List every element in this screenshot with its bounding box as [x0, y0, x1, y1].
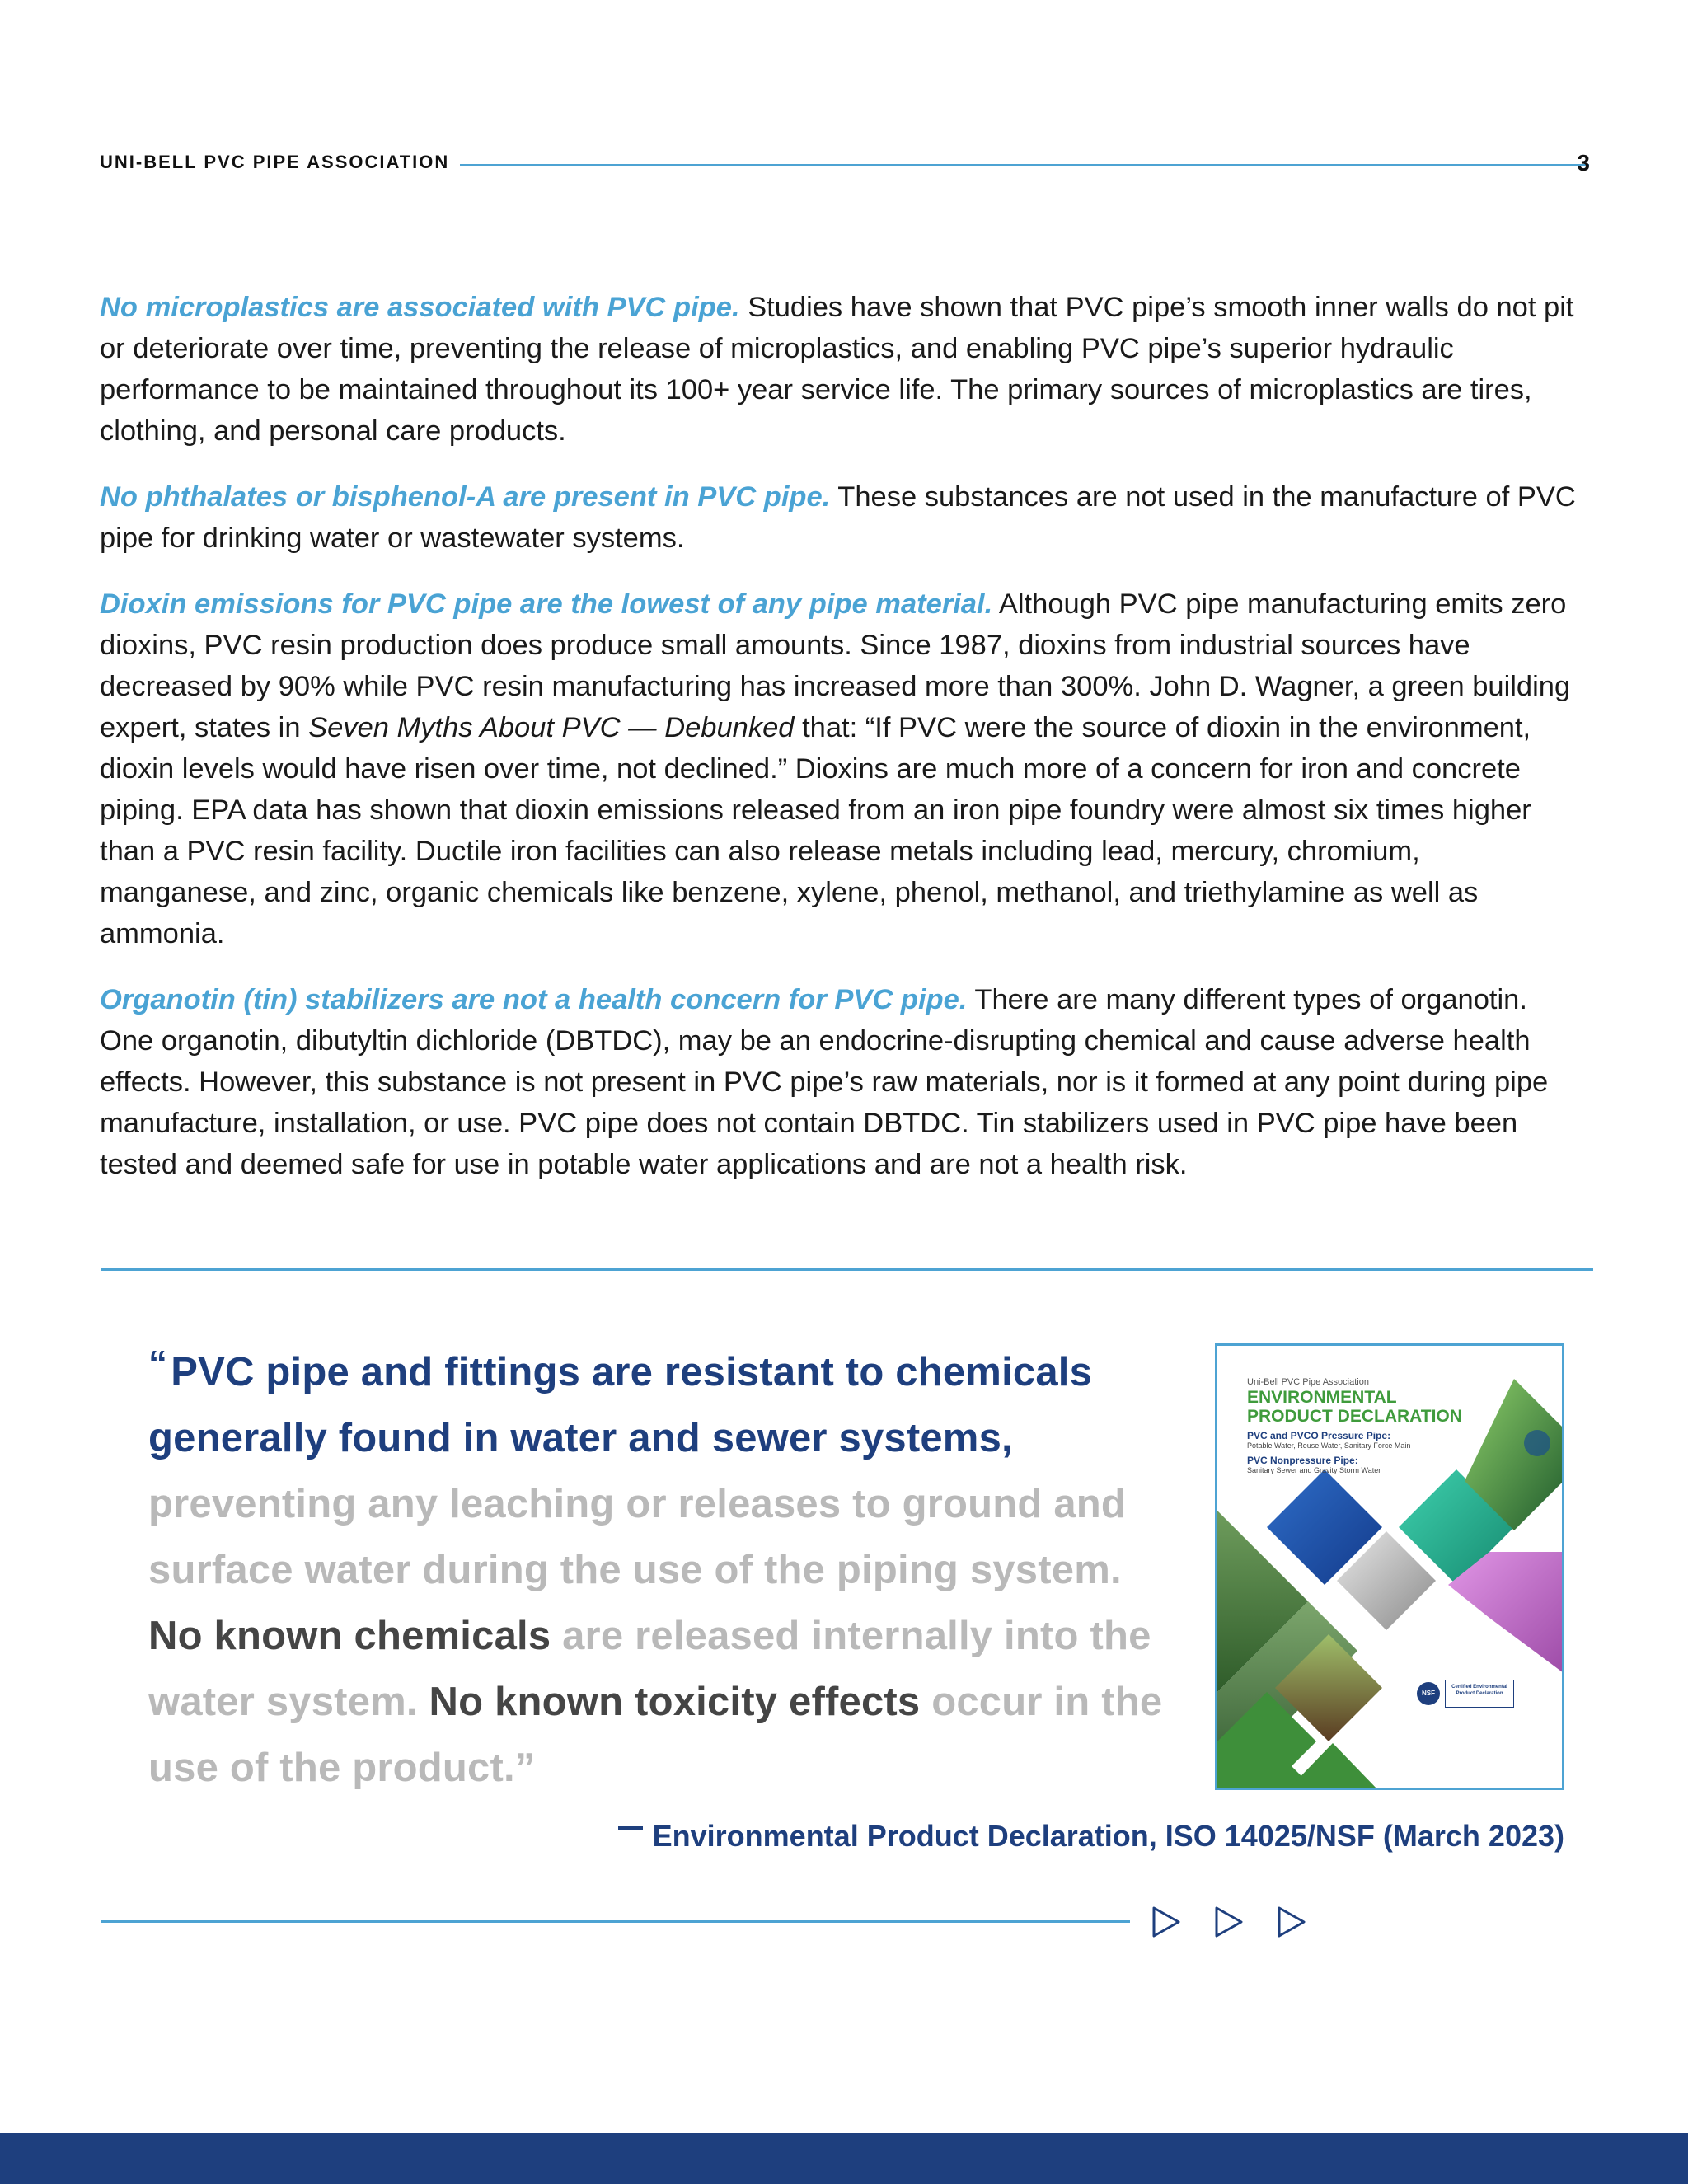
- quote-bottom-divider: [101, 1920, 1130, 1923]
- cover-nonpressure-sub: Sanitary Sewer and Gravity Storm Water: [1247, 1466, 1381, 1474]
- paragraph-lead: Dioxin emissions for PVC pipe are the lowest of any pipe material.: [100, 588, 993, 620]
- pull-quote: [148, 1339, 1179, 1801]
- arrow-group: [1150, 1904, 1308, 1940]
- cover-pressure-sub: Potable Water, Reuse Water, Sanitary Force Main: [1247, 1441, 1411, 1450]
- paragraph-body: Studies have shown that PVC pipe’s smooth inner walls do not pit or deteriorate over time, preventing the release of microplastics, and enabling PVC pipe’s superior hydraulic performance to be maintained throughout its 100+ year service life. The primary sources of microplastics are tires, clothing, and personal care products.: [100, 292, 1574, 447]
- paragraph-microplastics: [100, 287, 1583, 452]
- nsf-logo: NSF: [1417, 1682, 1440, 1705]
- cover-nonpressure-title: PVC Nonpressure Pipe:: [1247, 1455, 1358, 1466]
- page-header: [100, 148, 1590, 181]
- paragraph-body: These substances are not used in the manufacture of PVC pipe for drinking water or wastewater systems.: [100, 481, 1576, 554]
- book-title: Seven Myths About PVC — Debunked: [308, 712, 795, 743]
- quote-text: preventing any leaching or releases to ground and surface water during the use of the piping system.: [148, 1482, 1127, 1592]
- paragraph-lead: No microplastics are associated with PVC pipe.: [100, 292, 740, 323]
- paragraph-phthalates: [100, 476, 1583, 559]
- quote-emphasis: No known toxicity effects: [417, 1680, 921, 1724]
- paragraph-organotin: [100, 979, 1583, 1185]
- attribution-text: Environmental Product Declaration, ISO 14025/NSF (March 2023): [652, 1819, 1564, 1853]
- header-divider: [460, 164, 1589, 166]
- cover-association: Uni-Bell PVC Pipe Association: [1247, 1377, 1369, 1387]
- quote-text: are released internally into the water system.: [148, 1614, 1151, 1724]
- cover-pressure-title: PVC and PVCO Pressure Pipe:: [1247, 1430, 1391, 1441]
- play-arrow-icon: [1212, 1904, 1245, 1940]
- quote-top-divider: [101, 1268, 1593, 1271]
- cover-title: ENVIRONMENTAL: [1247, 1388, 1397, 1407]
- play-arrow-icon: [1150, 1904, 1183, 1940]
- paragraph-body: There are many different types of organotin. One organotin, dibutyltin dichloride (DBTDC), may be an endocrine-disrupting chemical and cause adverse health effects. However, this substance is not present in PVC pipe’s raw materials, nor is it formed at any point during pipe manufacture, installation, or use. PVC pipe does not contain DBTDC. Tin stabilizers used in PVC pipe have been tested and deemed safe for use in potable water applications and are not a health risk.: [100, 984, 1549, 1180]
- footer-bar: [0, 2133, 1688, 2184]
- epd-cover-image: [1215, 1343, 1564, 1790]
- paragraph-dioxin: [100, 583, 1583, 954]
- body-text: [100, 287, 1583, 1210]
- play-arrow-icon: [1275, 1904, 1308, 1940]
- paragraph-body: that: “If PVC were the source of dioxin in the environment, dioxin levels would have risen over time, not declined.” Dioxins are much more of a concern for iron and concrete piping. EPA data has shown that dioxin emissions released from an iron pipe foundry were almost six times higher than a PVC resin facility. Ductile iron facilities can also release metals including lead, mercury, chromium, manganese, and zinc, organic chemicals like benzene, xylene, phenol, methanol, and triethylamine as well as ammonia.: [100, 712, 1531, 949]
- paragraph-body: Although PVC pipe manufacturing emits zero dioxins, PVC resin production does produce small amounts. Since 1987, dioxins from industrial sources have decreased by 90% while PVC resin manufacturing has increased more than 300%. John D. Wagner, a green building expert, states in: [100, 588, 1571, 743]
- quote-attribution: [618, 1819, 1564, 1854]
- page-number: 3: [1577, 150, 1590, 176]
- paragraph-lead: No phthalates or bisphenol-A are present in PVC pipe.: [100, 481, 831, 513]
- cover-text: [1247, 1377, 1544, 1474]
- quote-highlight: PVC pipe and fittings are resistant to chemicals generally found in water and sewer systems,: [148, 1350, 1093, 1460]
- organization-name: UNI-BELL PVC PIPE ASSOCIATION: [100, 152, 450, 172]
- open-quote-mark: “: [148, 1343, 168, 1385]
- paragraph-lead: Organotin (tin) stabilizers are not a health concern for PVC pipe.: [100, 984, 968, 1015]
- em-dash: [618, 1826, 643, 1830]
- quote-emphasis: No known chemicals: [148, 1614, 551, 1658]
- cover-title: PRODUCT DECLARATION: [1247, 1407, 1462, 1426]
- quote-text: occur in the use of the product.”: [148, 1680, 1163, 1790]
- certified-badge: Certified Environmental Product Declaration: [1445, 1680, 1514, 1708]
